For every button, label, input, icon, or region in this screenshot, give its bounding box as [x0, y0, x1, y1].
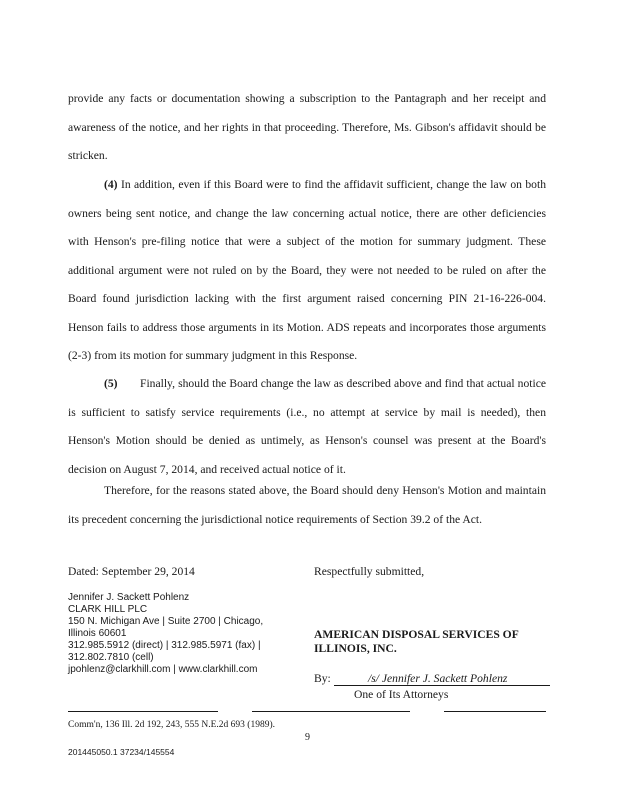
document-id: 201445050.1 37234/145554	[68, 747, 175, 757]
paragraph-5-number: (5)	[104, 377, 118, 390]
phone-fax: 312.985.5912 (direct) | 312.985.5971 (fax) |	[68, 640, 261, 651]
paragraph-4-number: (4)	[104, 178, 118, 191]
footnote-rule	[68, 711, 218, 712]
footnote-rule	[444, 711, 546, 712]
by-label: By:	[314, 672, 331, 685]
footnote-text: Comm'n, 136 Ill. 2d 192, 243, 555 N.E.2d 693 (1989).	[68, 720, 276, 730]
client-name: AMERICAN DISPOSAL SERVICES OF ILLINOIS, INC.	[314, 628, 519, 655]
electronic-signature: /s/ Jennifer J. Sackett Pohlenz	[368, 672, 508, 685]
signature-line	[334, 685, 550, 686]
firm-address: 150 N. Michigan Ave | Suite 2700 | Chicago,	[68, 616, 264, 627]
footnote-rule	[252, 711, 410, 712]
paragraph-continued: provide any facts or documentation showing a subscription to the Pantagraph and her receipt and awareness of the notice, and her rights in that proceeding. Therefore, Ms. Gibson's affidavit should be stricken.	[68, 92, 546, 162]
dated-line: Dated: September 29, 2014	[68, 565, 195, 578]
attorneys-caption: One of Its Attorneys	[354, 688, 449, 701]
phone-cell: 312.802.7810 (cell)	[68, 652, 154, 663]
firm-city: Illinois 60601	[68, 628, 127, 639]
paragraph-5: (5) Finally, should the Board change the law as described above and find that actual notice is sufficient to satisfy service requirements (i.e., no attempt at service by mail is needed), then Henson's Motion should be denied as untimely, as Henson's counsel was present at the Board's decision on August 7, 2014, and received actual notice of it.	[68, 370, 546, 484]
paragraph-4: (4) In addition, even if this Board were to find the affidavit sufficient, change the law on both owners being sent notice, and change the law concerning actual notice, there are other deficiencies with Henson's pre-filing notice that were a subject of the motion for summary judgment. These additional argument were not ruled on by the Board, they were not needed to be ruled on after the Board found jurisdiction lacking with the first argument raised concerning PIN 21-16-226-004. Henson fails to address those arguments in its Motion. ADS repeats and incorporates those arguments (2-3) from its motion for summary judgment in this Response.	[68, 178, 546, 362]
firm-name: CLARK HILL PLC	[68, 604, 148, 615]
page-number: 9	[305, 732, 310, 743]
email-website: jpohlenz@clarkhill.com | www.clarkhill.com	[68, 664, 258, 675]
attorney-name: Jennifer J. Sackett Pohlenz	[68, 592, 190, 603]
attorney-contact-block	[68, 592, 310, 676]
paragraph-conclusion: Therefore, for the reasons stated above, the Board should deny Henson's Motion and maintain its precedent concerning the jurisdictional notice requirements of Section 39.2 of the Act.	[68, 484, 546, 526]
respectfully-submitted: Respectfully submitted,	[314, 565, 425, 578]
